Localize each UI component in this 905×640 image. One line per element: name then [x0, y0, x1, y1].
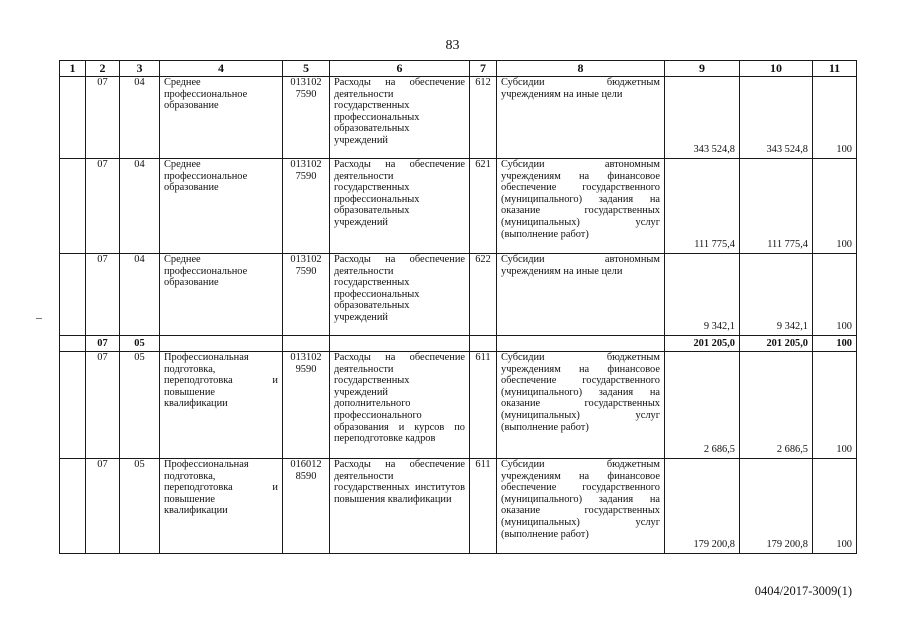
cell-expense-type — [470, 336, 497, 352]
cell-subsection: 05 — [120, 459, 160, 554]
cell-section: 07 — [86, 77, 120, 159]
cell-executed: 111 775,4 — [740, 159, 813, 254]
cell-planned: 343 524,8 — [665, 77, 740, 159]
cell-col1 — [60, 352, 86, 459]
cell-target-name — [330, 336, 470, 352]
cell-planned: 201 205,0 — [665, 336, 740, 352]
cell-expense-type: 611 — [470, 352, 497, 459]
header-col-2: 2 — [86, 61, 120, 77]
budget-table — [59, 60, 857, 554]
cell-expense-type: 621 — [470, 159, 497, 254]
cell-percent: 100 — [813, 254, 857, 336]
header-col-9: 9 — [665, 61, 740, 77]
cell-expense-name: Субсидии бюджетным учреждениям на финансовое обеспечение государственного (муниципального) задания на оказание государственных (муниципальных) услуг (выполнение работ) — [497, 459, 665, 554]
cell-section: 07 — [86, 336, 120, 352]
header-col-5: 5 — [283, 61, 330, 77]
scan-mark — [36, 318, 42, 319]
cell-target-code: 013102 7590 — [283, 77, 330, 159]
table-row — [60, 159, 857, 254]
cell-name — [160, 336, 283, 352]
cell-section: 07 — [86, 159, 120, 254]
cell-executed: 9 342,1 — [740, 254, 813, 336]
cell-subsection: 04 — [120, 159, 160, 254]
cell-target-name: Расходы на обеспечение деятельности государственных профессиональных образовательных учреждений — [330, 77, 470, 159]
cell-planned: 2 686,5 — [665, 352, 740, 459]
cell-col1 — [60, 254, 86, 336]
cell-target-name: Расходы на обеспечение деятельности государственных профессиональных образовательных учреждений — [330, 254, 470, 336]
cell-col1 — [60, 336, 86, 352]
cell-executed: 179 200,8 — [740, 459, 813, 554]
cell-percent: 100 — [813, 336, 857, 352]
cell-target-name: Расходы на обеспечение деятельности государственных институтов повышения квалификации — [330, 459, 470, 554]
cell-percent: 100 — [813, 459, 857, 554]
cell-percent: 100 — [813, 159, 857, 254]
cell-expense-name: Субсидии автономным учреждениям на финансовое обеспечение государственного (муниципального) задания на оказание государственных (муниципальных) услуг (выполнение работ) — [497, 159, 665, 254]
cell-col1 — [60, 459, 86, 554]
table-row — [60, 254, 857, 336]
cell-planned: 9 342,1 — [665, 254, 740, 336]
cell-section: 07 — [86, 459, 120, 554]
cell-target-code: 016012 8590 — [283, 459, 330, 554]
header-row — [60, 61, 857, 77]
document-code: 0404/2017-3009(1) — [754, 584, 852, 598]
cell-executed: 343 524,8 — [740, 77, 813, 159]
cell-expense-name: Субсидии бюджетным учреждениям на финансовое обеспечение государственного (муниципального) задания на оказание государственных (муниципальных) услуг (выполнение работ) — [497, 352, 665, 459]
table-row — [60, 459, 857, 554]
header-col-10: 10 — [740, 61, 813, 77]
cell-target-name: Расходы на обеспечение деятельности государственных учреждений дополнительного профессионального образования и курсов по переподготовке кадров — [330, 352, 470, 459]
header-col-1: 1 — [60, 61, 86, 77]
cell-name: Среднее профессиональное образование — [160, 159, 283, 254]
cell-target-code: 013102 7590 — [283, 159, 330, 254]
cell-subsection: 05 — [120, 336, 160, 352]
cell-expense-type: 612 — [470, 77, 497, 159]
header-col-11: 11 — [813, 61, 857, 77]
cell-expense-type: 622 — [470, 254, 497, 336]
cell-expense-type: 611 — [470, 459, 497, 554]
cell-executed: 2 686,5 — [740, 352, 813, 459]
cell-section: 07 — [86, 352, 120, 459]
header-col-3: 3 — [120, 61, 160, 77]
cell-expense-name: Субсидии бюджетным учреждениям на иные цели — [497, 77, 665, 159]
cell-subsection: 05 — [120, 352, 160, 459]
header-col-8: 8 — [497, 61, 665, 77]
cell-target-code: 013102 7590 — [283, 254, 330, 336]
cell-name: Среднее профессиональное образование — [160, 254, 283, 336]
header-col-7: 7 — [470, 61, 497, 77]
cell-subsection: 04 — [120, 254, 160, 336]
cell-planned: 111 775,4 — [665, 159, 740, 254]
cell-section: 07 — [86, 254, 120, 336]
table-row — [60, 77, 857, 159]
cell-percent: 100 — [813, 352, 857, 459]
cell-target-code: 013102 9590 — [283, 352, 330, 459]
cell-target-name: Расходы на обеспечение деятельности государственных профессиональных образовательных учреждений — [330, 159, 470, 254]
cell-expense-name: Субсидии автономным учреждениям на иные цели — [497, 254, 665, 336]
cell-col1 — [60, 77, 86, 159]
cell-percent: 100 — [813, 77, 857, 159]
cell-planned: 179 200,8 — [665, 459, 740, 554]
table-row — [60, 352, 857, 459]
cell-subsection: 04 — [120, 77, 160, 159]
cell-name: Среднее профессиональное образование — [160, 77, 283, 159]
cell-col1 — [60, 159, 86, 254]
cell-executed: 201 205,0 — [740, 336, 813, 352]
cell-name: Профессиональная подготовка, переподготовка и повышение квалификации — [160, 459, 283, 554]
cell-target-code — [283, 336, 330, 352]
header-col-4: 4 — [160, 61, 283, 77]
cell-name: Профессиональная подготовка, переподготовка и повышение квалификации — [160, 352, 283, 459]
header-col-6: 6 — [330, 61, 470, 77]
subtotal-row — [60, 336, 857, 352]
page-number: 83 — [445, 38, 460, 53]
cell-expense-name — [497, 336, 665, 352]
